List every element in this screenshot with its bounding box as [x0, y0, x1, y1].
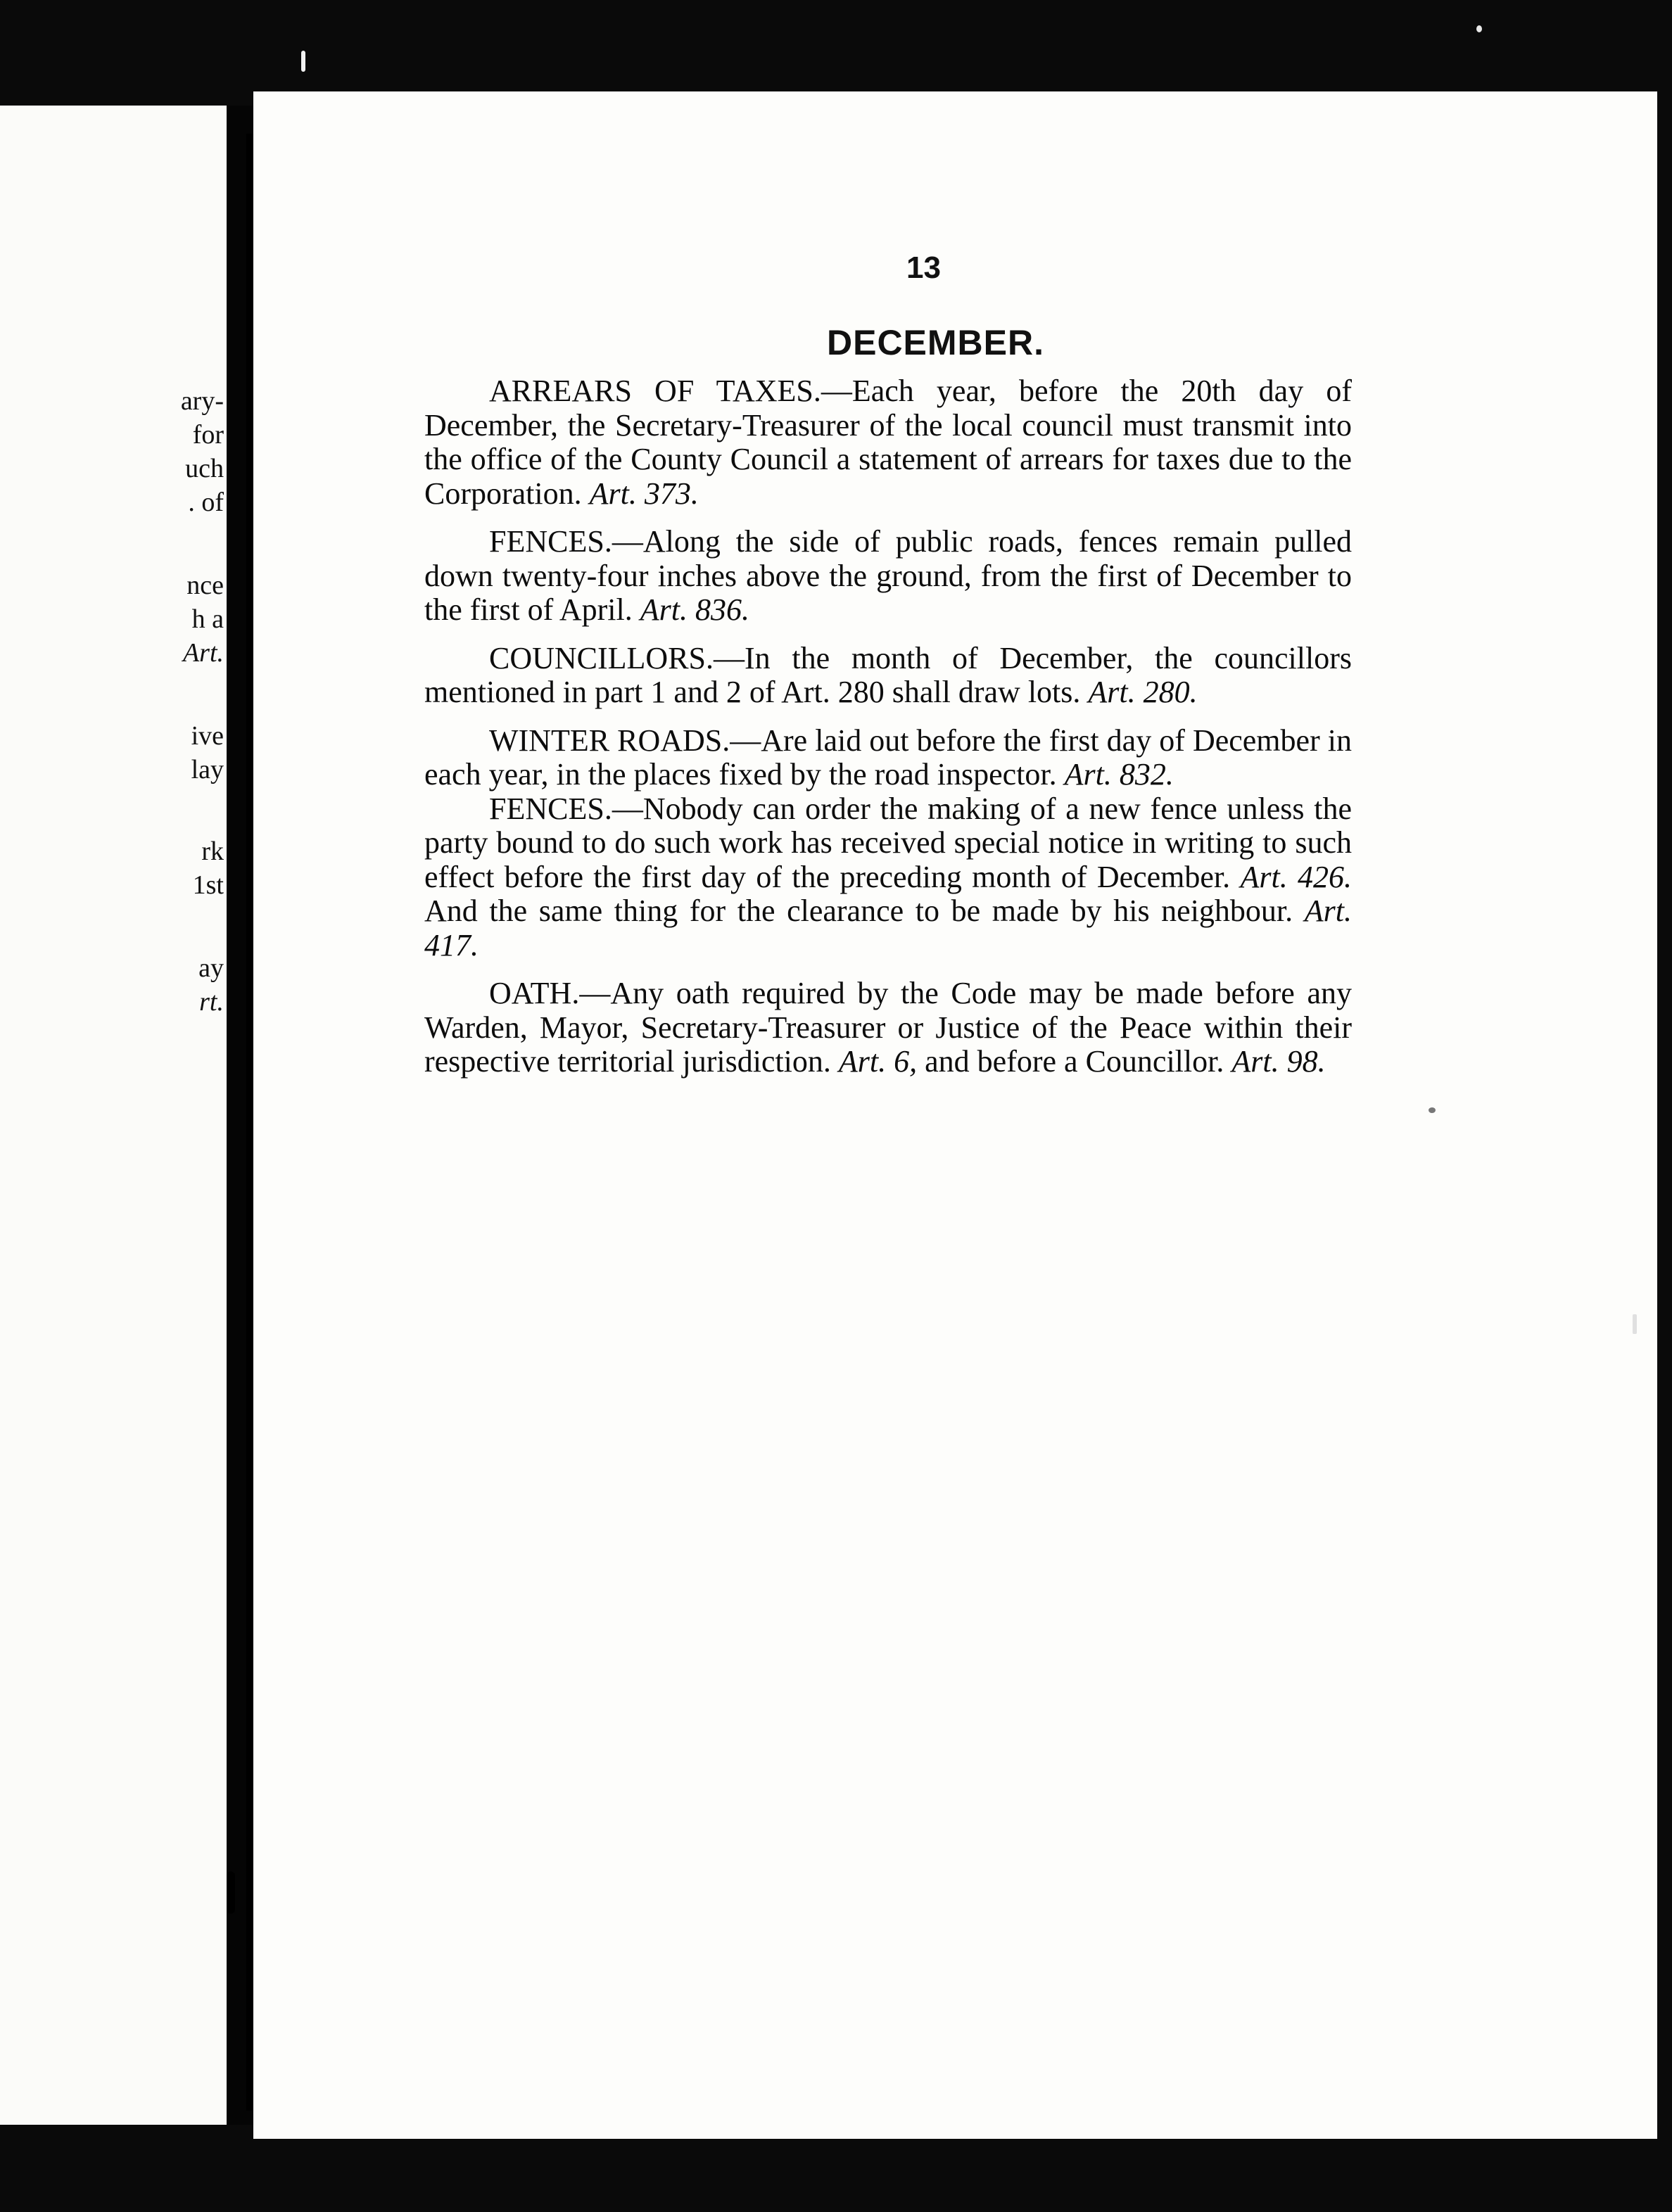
binding-rule — [246, 134, 253, 2111]
article-reference: Art. 426. — [1240, 859, 1352, 894]
article-reference: Art. 832. — [1064, 757, 1174, 792]
left-fragment: ay — [198, 953, 224, 983]
article-reference: Art. 98. — [1231, 1044, 1326, 1079]
entry-heading: WINTER ROADS. — [489, 723, 730, 758]
article-reference: Art. 6, — [838, 1044, 918, 1079]
left-fragment: 1st — [192, 870, 224, 900]
left-fragment: ive — [191, 721, 224, 751]
left-fragment: h a — [191, 604, 224, 634]
left-fragment: for — [192, 420, 224, 450]
scan-speck — [301, 51, 305, 72]
entry-heading: ARREARS OF TAXES. — [489, 374, 821, 408]
entry-arrears-of-taxes — [424, 374, 1352, 511]
left-fragment: rt. — [199, 987, 224, 1017]
entry-heading: FENCES. — [489, 791, 612, 826]
entry-fences-notice — [424, 792, 1352, 963]
entry-heading: COUNCILLORS. — [489, 640, 714, 675]
entry-oath — [424, 977, 1352, 1079]
entry-winter-roads — [424, 724, 1352, 792]
page-body — [424, 374, 1352, 1079]
article-reference: Art. 836. — [640, 592, 749, 627]
left-fragment: . of — [188, 488, 224, 517]
scan-speck — [1476, 25, 1482, 32]
scan-speck — [1429, 1107, 1436, 1113]
left-fragment: rk — [201, 837, 224, 866]
entry-body: —Along the side of public roads, fences remain pulled down twenty-four inches above the ground, from the first of December to the first of April. — [424, 524, 1352, 627]
left-fragment: lay — [191, 755, 224, 784]
left-fragment: ary- — [180, 386, 224, 416]
article-reference: Art. 280. — [1088, 675, 1198, 709]
previous-page-fragment — [0, 106, 227, 2125]
entry-tail: And the same thing for the clearance to be made by his neighbour. — [424, 894, 1293, 928]
left-fragment: uch — [185, 454, 224, 483]
article-reference: Art. 417. — [424, 894, 1353, 962]
entry-tail: and before a Councillor. — [925, 1044, 1224, 1079]
entry-councillors — [424, 642, 1352, 710]
entry-body: —In the month of December, the councillors mentioned in part 1 and 2 of Art. 280 shall draw lots. — [424, 640, 1352, 709]
scan-speck — [1633, 1314, 1637, 1334]
section-title: DECEMBER. — [826, 323, 1045, 362]
article-reference: Art. 373. — [589, 476, 699, 511]
left-fragment: nce — [186, 571, 224, 600]
entry-heading: FENCES. — [489, 524, 612, 559]
entry-body: —Any oath required by the Code may be made before any Warden, Mayor, Secretary-Treasurer or Justice of the Peace within their respective territorial jurisdiction. — [424, 976, 1352, 1079]
entry-fences — [424, 525, 1352, 628]
entry-body: —Are laid out before the first day of December in each year, in the places fixed by the road inspector. — [424, 723, 1352, 792]
entry-body: —Each year, before the 20th day of December, the Secretary-Treasurer of the local council must transmit into the office of the County Council a statement of arrears for taxes due to the Corporation. — [424, 374, 1352, 511]
left-fragment: Art. — [182, 638, 224, 668]
entry-body: —Nobody can order the making of a new fence unless the party bound to do such work has received special notice in writing to such effect before the first day of the preceding month of December. — [424, 791, 1352, 894]
entry-heading: OATH. — [489, 976, 580, 1010]
page-number: 13 — [906, 250, 941, 285]
scan-speck — [227, 1871, 235, 1914]
